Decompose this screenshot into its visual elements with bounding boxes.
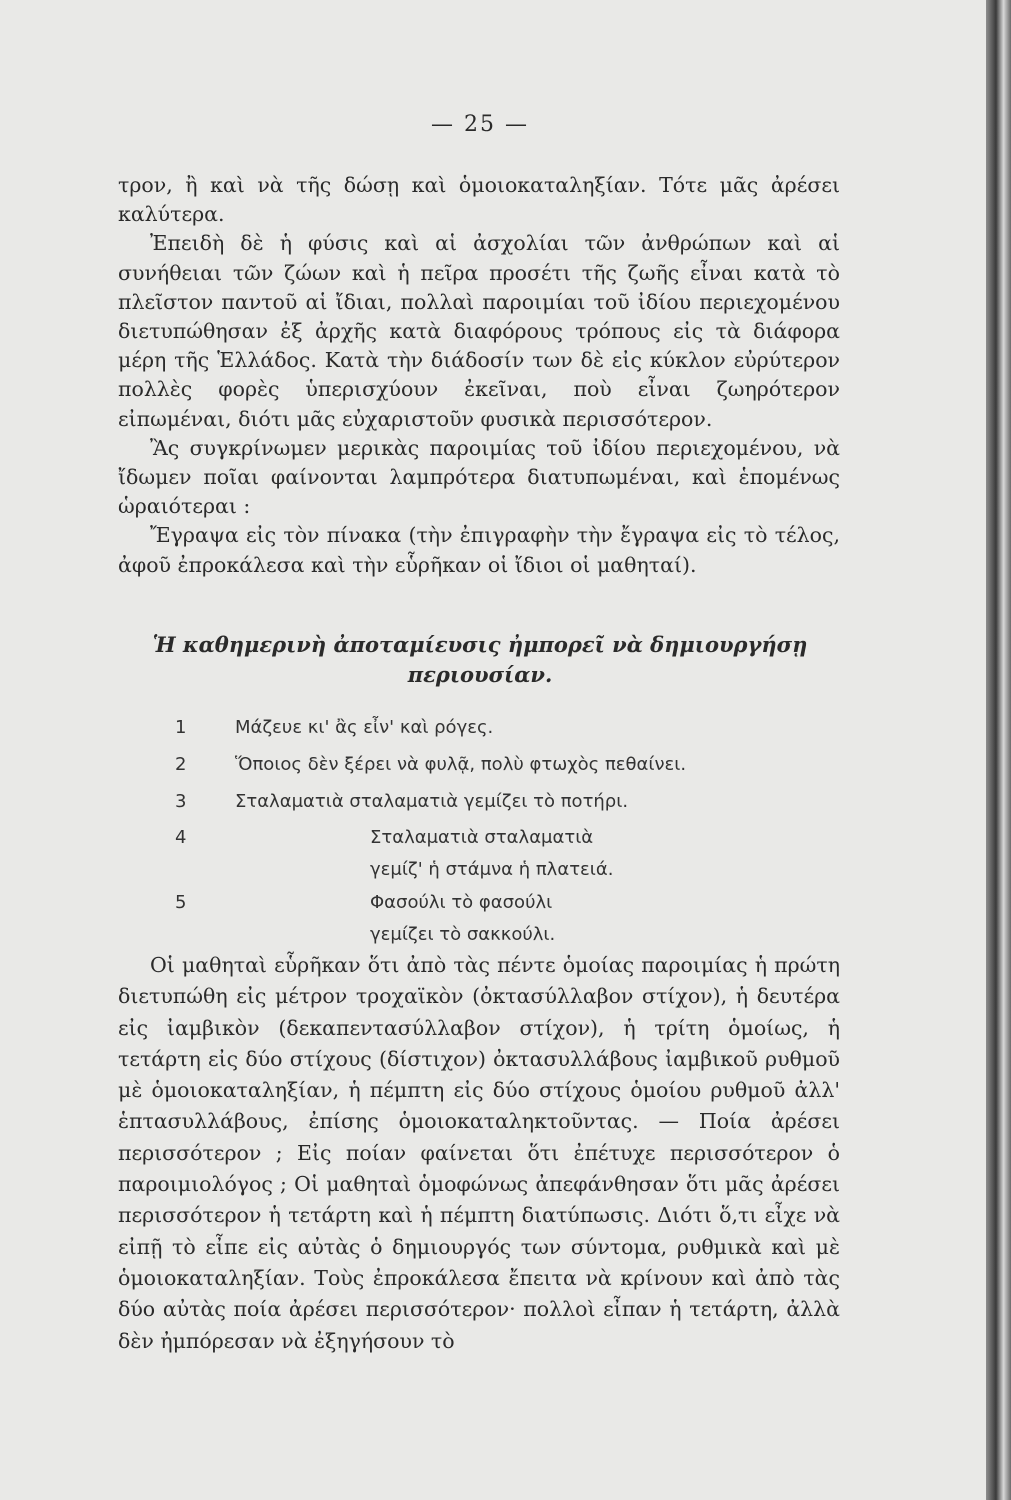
proverb-text: Μάζευε κι' ἂς εἶν' καὶ ρόγες.	[235, 717, 494, 738]
proverb-number: 1	[175, 717, 187, 738]
page-edge-shadow	[986, 0, 1011, 1500]
proverb-text: Σταλαματιὰ σταλαματιὰ γεμίζει τὸ ποτήρι.	[235, 791, 629, 812]
proverb-number: 3	[175, 791, 187, 812]
paragraph-continuation: τρον, ἢ καὶ νὰ τῆς δώσῃ καὶ ὁμοιοκαταληξίαν. Τότε μᾶς ἀρέσει καλύτερα.	[118, 173, 840, 227]
paragraph: Οἱ μαθηταὶ εὗρῆκαν ὅτι ἀπὸ τὰς πέντε ὁμοίας παροιμίας ἡ πρώτη διετυπώθη εἰς μέτρον τροχαϊκὸν (ὀκτασύλλαβον στίχον), ἡ δευτέρα εἰς ἰαμβικὸν (δεκαπεντασύλλαβον στίχον), ἡ τρίτη ὁμοίως, ἡ τετάρτη εἰς δύο στίχους (δίστιχον) ὀκτασυλλάβους ἰαμβικοῦ ρυθμοῦ μὲ ὁμοιοκαταληξίαν, ἡ πέμπτη εἰς δύο στίχους ὁμοίου ρυθμοῦ ἀλλ' ἑπτασυλλάβους, ἐπίσης ὁμοιοκαταληκτοῦντας. — Ποία ἀρέσει περισσότερον ; Εἰς ποίαν φαίνεται ὅτι ἐπέτυχε περισσότερον ὁ παροιμιολόγος ; Οἱ μαθηταὶ ὁμοφώνως ἀπεφάνθησαν ὅτι μᾶς ἀρέσει περισσότερον ἡ τετάρτη καὶ ἡ πέμπτη διατύπωσις. Διότι ὅ,τι εἶχε νὰ εἰπῇ τὸ εἶπε εἰς αὐτὰς ὁ δημιουργός των σύντομα, ρυθμικὰ καὶ μὲ ὁμοιοκαταληξίαν. Τοὺς ἐπροκάλεσα ἔπειτα νὰ κρίνουν καὶ ἀπὸ τὰς δύο αὐτὰς ποία ἀρέσει περισσότερον· πολλοὶ εἶπαν ἡ τετάρτη, ἀλλὰ δὲν ἠμπόρεσαν νὰ ἐξηγήσουν τὸ	[118, 953, 840, 1353]
paragraph: Ἐπειδὴ δὲ ἡ φύσις καὶ αἱ ἀσχολίαι τῶν ἀνθρώπων καὶ αἱ συνήθειαι τῶν ζώων καὶ ἡ πεῖρα προσέτι τῆς ζωῆς εἶναι κατὰ τὸ πλεῖστον παντοῦ αἱ ἴδιαι, πολλαὶ παροιμίαι τοῦ ἰδίου περιεχομένου διετυπώθησαν ἐξ ἀρχῆς κατὰ διαφόρους τρόπους εἰς τὰ διάφορα μέρη τῆς Ἑλλάδος. Κατὰ τὴν διάδοσίν των δὲ εἰς κύκλον εὐρύτερον πολλὲς φορὲς ὑπερισχύουν ἐκεῖναι, ποὺ εἶναι ζωηρότερον εἰπωμέναι, διότι μᾶς εὐχαριστοῦν φυσικὰ περισσότερον.	[118, 231, 840, 431]
proverb-text-line2: γεμίζ' ἡ στάμνα ἡ πλατειά.	[370, 859, 614, 880]
proverb-number: 4	[175, 827, 187, 848]
proverb-text-line2: γεμίζει τὸ σακκούλι.	[370, 924, 556, 945]
bottom-text-block	[118, 950, 840, 1357]
page-number: — 25 —	[431, 112, 529, 137]
top-text-block	[118, 171, 840, 580]
proverb-text-line1: Φασούλι τὸ φασούλι	[370, 892, 553, 913]
proverb-text: Ὅποιος δὲν ξέρει νὰ φυλᾷ, πολὺ φτωχὸς πεθαίνει.	[235, 754, 687, 775]
proverb-number: 5	[175, 892, 187, 913]
paragraph: Ἔγραψα εἰς τὸν πίνακα (τὴν ἐπιγραφὴν τὴν ἔγραψα εἰς τὸ τέλος, ἀφοῦ ἐπροκάλεσα καὶ τὴν εὗρῆκαν οἱ ἴδιοι οἱ μαθηταί).	[118, 523, 840, 577]
proverb-number: 2	[175, 754, 187, 775]
section-heading: Ἡ καθημερινὴ ἀποταμίευσις ἠμπορεῖ νὰ δημιουργήσῃ περιουσίαν.	[152, 632, 808, 687]
proverb-text-line1: Σταλαματιὰ σταλαματιὰ	[370, 827, 594, 848]
paragraph: Ἂς συγκρίνωμεν μερικὰς παροιμίας τοῦ ἰδίου περιεχομένου, νὰ ἴδωμεν ποῖαι φαίνονται λαμπρότερα διατυπωμέναι, καὶ ἑπομένως ὡραιότεραι :	[118, 435, 840, 519]
